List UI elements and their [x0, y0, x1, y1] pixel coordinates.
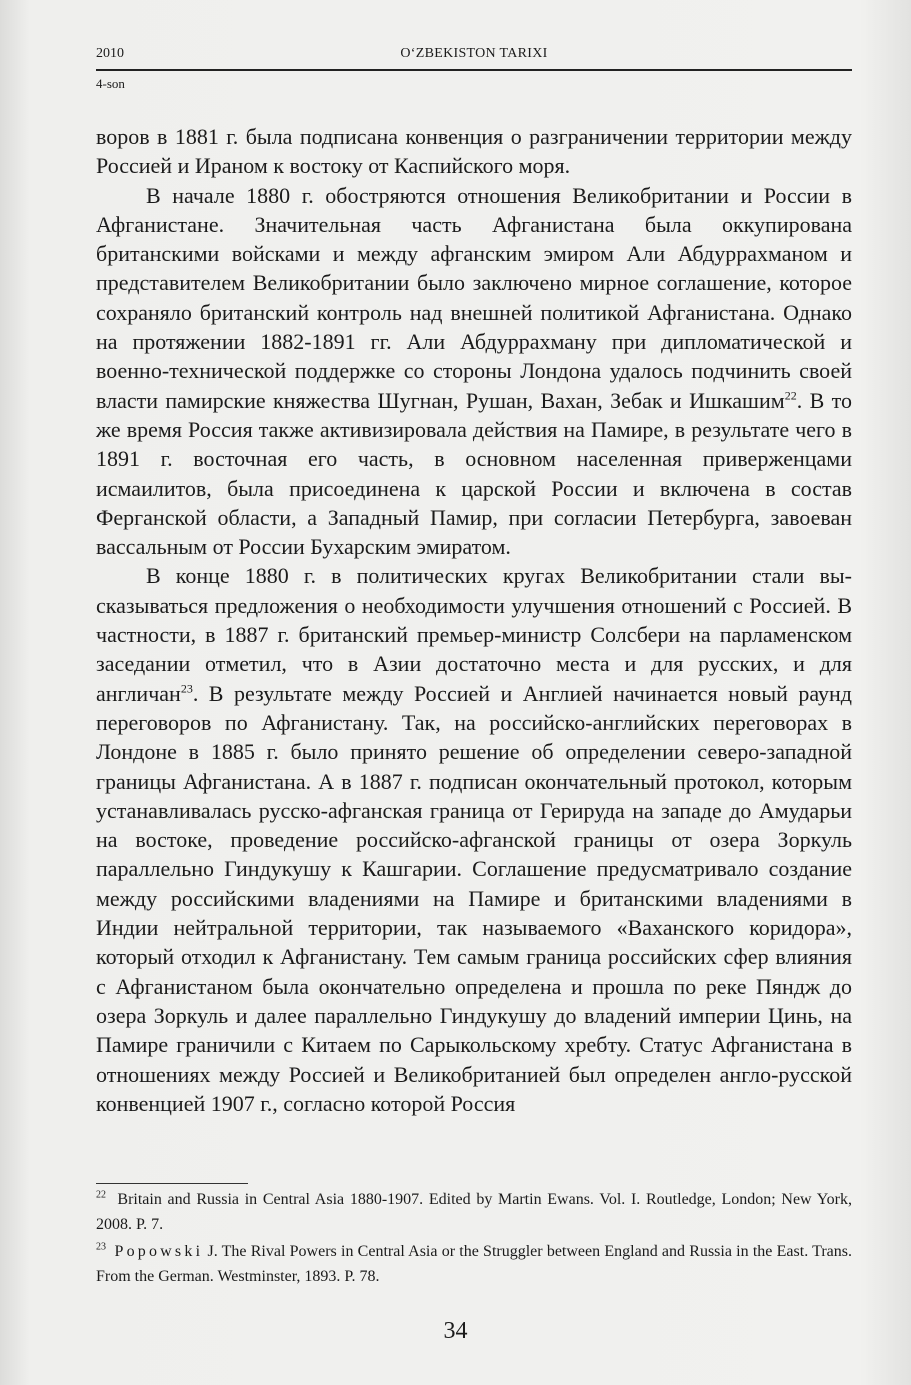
- footnote-author: Popowski: [114, 1243, 204, 1260]
- paragraph-text: В конце 1880 г. в политических кругах Великобритании стали высказываться предложения о необходимости улучшения отношений с Россией. В частности, в 1887 г. британский премьер-министр Солсбери на парламенском заседании отметил, что в Азии достаточно места и для русских, и для англичан: [96, 563, 852, 706]
- footnote-number: 22: [96, 1189, 106, 1201]
- header-issue: 4-son: [96, 76, 125, 91]
- paragraph: [96, 561, 852, 1118]
- footnote-text: J. The Rival Powers in Central Asia or the Struggler between England and Russia in the East. Trans. From the German. Westminster, 1893. P. 78.: [96, 1243, 853, 1285]
- header-rule: [96, 69, 852, 71]
- footnote-22: [96, 1188, 852, 1237]
- paragraph-text: В начале 1880 г. обостряются отношения Великобритании и России в Афганистане. Значительная часть Афганистана была оккупирована британскими войсками и между афганским эмиром Али Абдуррахманом и представителем Великобритании было заключено мирное соглашение, которое сохраняло британский контроль над внешней политикой Афганистана. Однако на протяжении 1882-1891 гг. Али Абдуррахману при дипломатической и военно-технической поддержке со стороны Лондона удалось подчинить своей власти памирские княжества Шугнан, Рушан, Вахан, Зебак и Ишкашим: [96, 182, 852, 413]
- footnotes: [96, 1188, 852, 1292]
- header-year: 2010: [96, 46, 124, 61]
- paragraph: [96, 181, 852, 562]
- footnote-ref-23[interactable]: 23: [180, 681, 193, 696]
- page-number: 34: [443, 1318, 468, 1344]
- paragraph-text: . В результате между Россией и Англией начинается новый раунд переговоров по Афганистану. Так, на российско-английских переговорах в Лондоне в 1885 г. было принято решение об определении северо-западной границы Афганистана. А в 1887 г. подписан окончательный протокол, которым устанавливалась русско-афганская граница от Герируда на западе до Амударьи на востоке, проведение российско-афганской границы от озера Зоркуль параллельно Гиндукушу к Кашгарии. Соглашение предусматривало создание между российскими владениями на Памире и британскими владениями в Индии нейтральной территории, так называемого «Ваханского коридора», который отходил к Афганистану. Тем самым граница российских сфер влияния с Афганистаном была окончательно определена и прошла по реке Пяндж до озера Зоркуль и далее параллельно Гиндукушу до владений империи Цинь, на Памире граничили с Китаем по Сарыкольскому хребту. Статус Афганистана в отношениях между Россией и Великобританией был определен англо-русской конвенцией 1907 г., согласно которой Россия: [96, 680, 852, 1116]
- footnote-text: Britain and Russia in Central Asia 1880-1907. Edited by Martin Ewans. Vol. I. Routledge, London; New York, 2008. P. 7.: [96, 1191, 852, 1233]
- footnote-number: 23: [96, 1241, 106, 1253]
- footnote-23: [96, 1240, 852, 1289]
- body-text: [96, 122, 852, 1118]
- paragraph-text: воров в 1881 г. была подписана конвенция о разграничении территории между Россией и Ираном к востоку от Каспийского моря.: [96, 124, 852, 179]
- footnote-separator: [96, 1183, 248, 1184]
- paragraph-continuation: [96, 122, 852, 181]
- footnote-ref-22[interactable]: 22: [784, 388, 797, 403]
- journal-title: O‘ZBEKISTON TARIXI: [400, 46, 548, 61]
- running-header: [96, 46, 852, 90]
- paragraph-text: . В то же время Россия также активизировала действия на Памире, в результате чего в 1891 г. восточная его часть, в основном населенная приверженцами исмаилитов, была присоединена к царской России и включена в состав Ферганской области, а Западный Памир, при согласии Петербурга, завоеван вассальным от России Бухарским эмиратом.: [96, 387, 853, 560]
